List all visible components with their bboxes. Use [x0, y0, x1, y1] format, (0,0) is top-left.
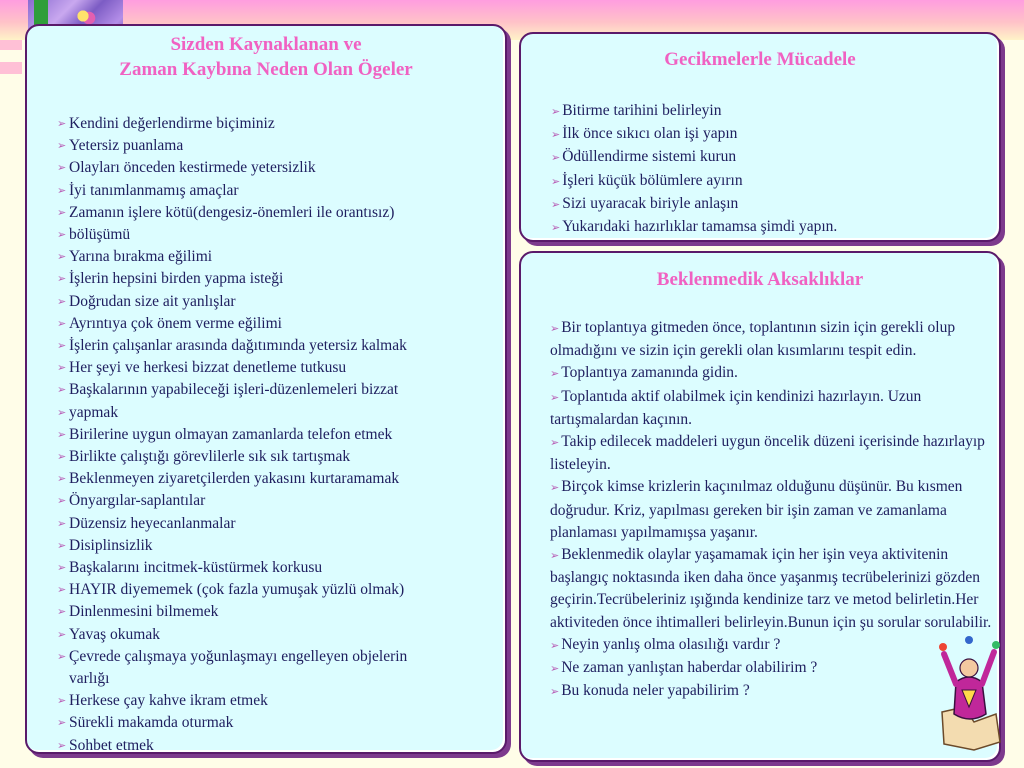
- list-item-text: Bu konuda neler yapabilirim ?: [561, 682, 750, 700]
- list-item: [551, 170, 991, 193]
- arrow-bullet-icon: ➢: [57, 162, 67, 175]
- list-item: [57, 379, 502, 401]
- list-item-text: Sizi uyaracak biriyle anlaşın: [562, 194, 739, 212]
- arrow-bullet-icon: ➢: [551, 198, 561, 211]
- list-item-text: Beklenmedik olaylar yaşamamak için her işin veya aktivitenin başlangıç noktasında iken daha önce yaşanmış tecrübelerinizi gözden geçirin.Tecrübeleriniz ışığında kendinize tarz ve metod belirletin.Her aktiviteden önce ihtimalleri belirleyin.Bunun için şu sorular sorulabilir.: [550, 546, 992, 631]
- arrow-bullet-icon: ➢: [57, 251, 67, 264]
- arrow-bullet-icon: ➢: [57, 317, 67, 330]
- list-item-text: İşleri küçük bölümlere ayırın: [562, 171, 743, 189]
- arrow-bullet-icon: ➢: [550, 686, 560, 699]
- list-item-text: Herkese çay kahve ikram etmek: [69, 692, 268, 710]
- list-item: [57, 690, 502, 712]
- list-item: [57, 402, 502, 424]
- arrow-bullet-icon: ➢: [57, 739, 67, 752]
- list-item: [57, 335, 502, 357]
- arrow-bullet-icon: ➢: [57, 628, 67, 641]
- list-item-text: İlk önce sıkıcı olan işi yapın: [562, 125, 738, 143]
- arrow-bullet-icon: ➢: [551, 129, 561, 142]
- list-item-text: Toplantıya zamanında gidin.: [561, 364, 738, 382]
- list-item-text: Takip edilecek maddeleri uygun öncelik düzeni içerisinde hazırlayıp listeleyin.: [550, 433, 985, 474]
- list-item: [57, 557, 502, 579]
- arrow-bullet-icon: ➢: [550, 550, 560, 563]
- panel-unexpected-problems: [519, 251, 1001, 762]
- list-item: [550, 386, 1000, 431]
- list-item-text: Bir toplantıya gitmeden önce, toplantının sizin için gerekli olup olmadığını ve sizin için gerekli olan kısımlarını tespit edin.: [550, 319, 956, 360]
- list-item: [57, 579, 502, 601]
- list-item-text: Yarına bırakma eğilimi: [69, 248, 213, 266]
- list-item: [57, 513, 502, 535]
- arrow-bullet-icon: ➢: [550, 323, 560, 335]
- arrow-bullet-icon: ➢: [550, 391, 560, 404]
- list-item: [57, 246, 502, 268]
- list-item: [57, 268, 502, 290]
- arrow-bullet-icon: ➢: [57, 406, 67, 419]
- list-item-text: İşlerin çalışanlar arasında dağıtımında yetersiz kalmak: [69, 337, 407, 355]
- arrow-bullet-icon: ➢: [57, 473, 67, 486]
- arrow-bullet-icon: ➢: [550, 437, 560, 450]
- list-item: [550, 317, 1000, 362]
- arrow-bullet-icon: ➢: [57, 517, 67, 530]
- list-item-text: Sürekli makamda oturmak: [69, 714, 234, 732]
- list-item-text: Her şeyi ve herkesi bizzat denetleme tutkusu: [69, 359, 347, 377]
- arrow-bullet-icon: ➢: [550, 368, 560, 381]
- list-item: [57, 735, 502, 757]
- list-item-continuation: varlığı: [69, 670, 110, 688]
- arrow-bullet-icon: ➢: [57, 650, 67, 663]
- list-item: [57, 157, 502, 179]
- panel-time-wasters: [25, 24, 507, 754]
- list-item-text: Kendini değerlendirme biçiminiz: [69, 115, 275, 132]
- arrow-bullet-icon: ➢: [57, 184, 67, 197]
- list-item-text: Yukarıdaki hazırlıklar tamamsa şimdi yapın.: [562, 218, 838, 236]
- list-item: [57, 446, 502, 468]
- list-item-text: Başkalarını incitmek-küstürmek korkusu: [69, 559, 323, 577]
- arrow-bullet-icon: ➢: [57, 539, 67, 552]
- list-item: [57, 135, 502, 157]
- list-item: [551, 123, 991, 146]
- left-stripe: [0, 40, 22, 50]
- list-item: [550, 544, 1000, 634]
- list-item: [57, 712, 502, 734]
- juggler-clipart: [934, 632, 1004, 752]
- list-item-text: Doğrudan size ait yanlışlar: [69, 292, 236, 310]
- list-item: [550, 362, 1000, 385]
- list-item: [551, 146, 991, 169]
- list-item-text: Sohbet etmek: [69, 736, 154, 754]
- list-item: [551, 100, 991, 123]
- list-item-text: Ne zaman yanlıştan haberdar olabilirim ?: [561, 659, 818, 677]
- arrow-bullet-icon: ➢: [551, 175, 561, 188]
- list-item-text: Birlikte çalıştığı görevlilerle sık sık tartışmak: [69, 448, 351, 466]
- list-item-text: Çevrede çalışmaya yoğunlaşmayı engelleyen objelerin: [69, 647, 408, 665]
- list-item-text: Yavaş okumak: [69, 625, 160, 643]
- arrow-bullet-icon: ➢: [550, 663, 560, 676]
- arrow-bullet-icon: ➢: [57, 273, 67, 286]
- left-stripe: [0, 62, 22, 74]
- arrow-bullet-icon: ➢: [550, 482, 560, 495]
- list-item-text: HAYIR diyememek (çok fazla yumuşak yüzlü olmak): [69, 581, 405, 599]
- panel-title: Gecikmelerle Mücadele: [664, 49, 856, 70]
- list-item-text: Olayları önceden kestirmede yetersizlik: [69, 159, 316, 177]
- list-item: [57, 224, 502, 246]
- unexpected-problems-list: [550, 317, 1000, 703]
- list-item-text: Bitirme tarihini belirleyin: [562, 102, 722, 119]
- panel-delay-coping: [519, 32, 1001, 242]
- list-item: [551, 216, 991, 239]
- panel-title: Sizden Kaynaklanan ve Zaman Kaybına Neden Olan Ögeler: [119, 34, 413, 80]
- arrow-bullet-icon: ➢: [57, 206, 67, 219]
- arrow-bullet-icon: ➢: [550, 639, 560, 652]
- arrow-bullet-icon: ➢: [57, 562, 67, 575]
- list-item-text: Disiplinsizlik: [69, 536, 153, 554]
- list-item-text: Beklenmeyen ziyaretçilerden yakasını kurtaramamak: [69, 470, 400, 488]
- list-item: [57, 180, 502, 202]
- list-item: [57, 646, 502, 668]
- arrow-bullet-icon: ➢: [57, 295, 67, 308]
- list-item: [57, 357, 502, 379]
- list-item-text: Ödüllendirme sistemi kurun: [562, 148, 737, 166]
- list-item: [550, 680, 1000, 703]
- list-item-text: Dinlenmesini bilmemek: [69, 603, 219, 621]
- list-item-text: Yetersiz puanlama: [69, 137, 184, 155]
- arrow-bullet-icon: ➢: [57, 118, 67, 130]
- list-item-text: Neyin yanlış olma olasılığı vardır ?: [561, 635, 781, 653]
- delay-coping-list: [551, 100, 991, 239]
- list-item-text: Toplantıda aktif olabilmek için kendinizi hazırlayın. Uzun tartışmalardan kaçının.: [550, 387, 922, 428]
- list-item: [550, 476, 1000, 544]
- arrow-bullet-icon: ➢: [57, 717, 67, 730]
- list-item: [57, 202, 502, 224]
- list-item: [550, 657, 1000, 680]
- list-item-text: Ayrıntıya çok önem verme eğilimi: [69, 314, 282, 332]
- list-item: [57, 624, 502, 646]
- list-item: [57, 313, 502, 335]
- list-item-text: Birçok kimse krizlerin kaçınılmaz olduğunu düşünür. Bu kısmen doğrudur. Kriz, yapılması gereken bir işin zaman ve zamanlama planlaması yapılmamışsa yaşanır.: [550, 478, 963, 541]
- panel-title: Beklenmedik Aksaklıklar: [656, 269, 864, 290]
- list-item: [57, 601, 502, 623]
- list-item-text: İyi tanımlanmamış amaçlar: [69, 181, 239, 199]
- list-item: [57, 468, 502, 490]
- arrow-bullet-icon: ➢: [551, 106, 561, 118]
- arrow-bullet-icon: ➢: [57, 428, 67, 441]
- arrow-bullet-icon: ➢: [57, 695, 67, 708]
- list-item: [550, 431, 1000, 476]
- arrow-bullet-icon: ➢: [551, 222, 561, 235]
- list-item-text: Başkalarının yapabileceği işleri-düzenlemeleri bizzat: [69, 381, 399, 399]
- list-item-text: yapmak: [69, 403, 119, 421]
- arrow-bullet-icon: ➢: [57, 140, 67, 153]
- list-item: [57, 291, 502, 313]
- list-item-text: bölüşümü: [69, 226, 131, 244]
- list-item: [551, 193, 991, 216]
- arrow-bullet-icon: ➢: [57, 384, 67, 397]
- arrow-bullet-icon: ➢: [57, 340, 67, 353]
- arrow-bullet-icon: ➢: [551, 152, 561, 165]
- list-item-text: Birilerine uygun olmayan zamanlarda telefon etmek: [69, 425, 393, 443]
- list-item-text: İşlerin hepsini birden yapma isteği: [69, 270, 284, 288]
- list-item: [57, 490, 502, 512]
- list-item-text: Düzensiz heyecanlanmalar: [69, 514, 236, 532]
- list-item: [57, 113, 502, 135]
- arrow-bullet-icon: ➢: [57, 362, 67, 375]
- list-item: [550, 634, 1000, 657]
- arrow-bullet-icon: ➢: [57, 606, 67, 619]
- time-wasters-list: [57, 113, 502, 757]
- list-item: [57, 535, 502, 557]
- arrow-bullet-icon: ➢: [57, 229, 67, 242]
- arrow-bullet-icon: ➢: [57, 584, 67, 597]
- list-item-text: Zamanın işlere kötü(dengesiz-önemleri ile orantısız): [69, 203, 395, 221]
- list-item: [57, 424, 502, 446]
- arrow-bullet-icon: ➢: [57, 451, 67, 464]
- list-item-text: Önyargılar-saplantılar: [69, 492, 206, 510]
- arrow-bullet-icon: ➢: [57, 495, 67, 508]
